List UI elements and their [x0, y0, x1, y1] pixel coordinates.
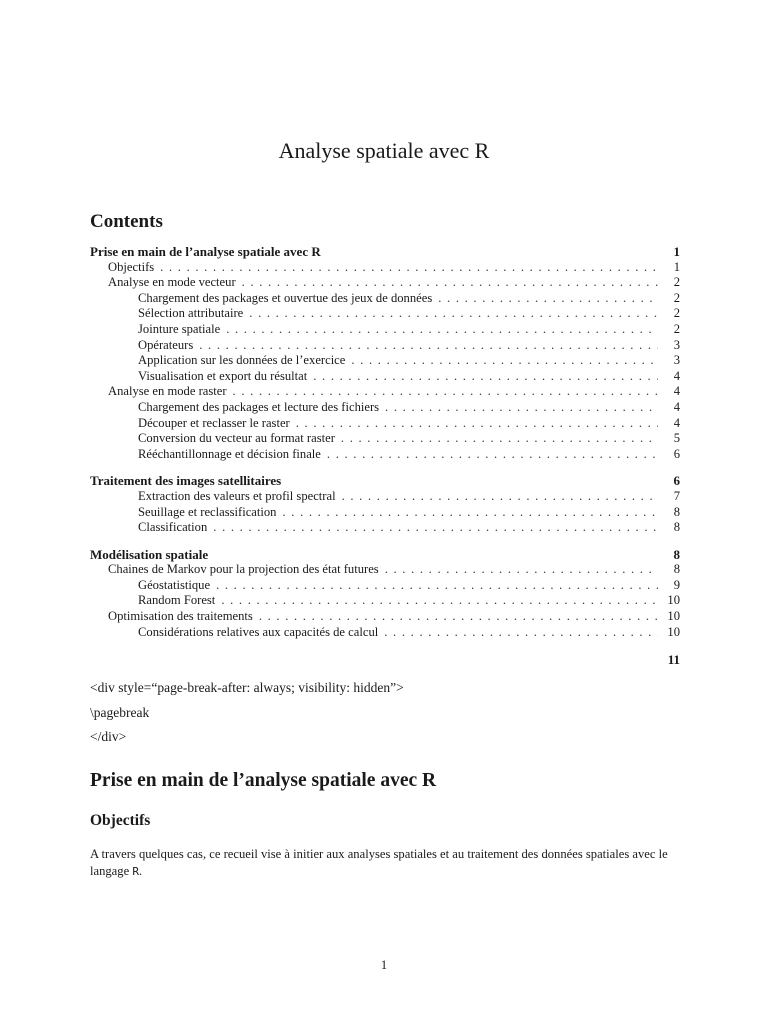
toc-entry-page: 1 [673, 259, 680, 274]
toc-dot-leader [384, 625, 658, 641]
toc-entry[interactable] [90, 275, 680, 291]
page-number: 1 [380, 958, 388, 972]
section-heading: Prise en main de l’analyse spatiale avec R [90, 770, 437, 791]
toc-entry[interactable] [90, 322, 680, 338]
toc-entry-page: 3 [673, 353, 680, 368]
toc-entry[interactable] [90, 547, 680, 563]
raw-html-line-div-open: <div style=“page-break-after: always; visibility: hidden”> [90, 680, 404, 695]
toc-entry-label: Random Forest [138, 593, 216, 608]
toc-dot-leader [221, 593, 658, 609]
toc-entry-page: 8 [673, 504, 680, 519]
toc-entry[interactable] [90, 593, 680, 609]
toc-entry[interactable] [90, 505, 680, 521]
toc-entry-page: 4 [673, 368, 680, 383]
toc-entry[interactable] [90, 609, 680, 625]
toc-entry-label: Analyse en mode raster [108, 384, 227, 399]
toc-dot-leader [199, 338, 658, 354]
toc-entry-label: Chargement des packages et ouvertue des jeux de données [138, 290, 433, 305]
toc-entry-page: 10 [667, 624, 680, 639]
toc-dot-leader [226, 322, 658, 338]
toc-final-page-number[interactable]: 11 [667, 652, 680, 668]
toc-entry-label: Modélisation spatiale [90, 546, 209, 562]
paragraph-text: A travers quelques cas, ce recueil vise à initier aux analyses spatiales et au traitement des données spatiales avec le langage [90, 847, 668, 878]
toc-heading: Contents [90, 211, 163, 232]
toc-entry-page: 10 [667, 609, 680, 624]
toc-entry-page: 5 [673, 431, 680, 446]
toc-entry[interactable] [90, 431, 680, 447]
raw-pagebreak-line: \pagebreak [90, 705, 150, 720]
toc-entry-label: Jointure spatiale [138, 321, 221, 336]
toc-entry[interactable] [90, 384, 680, 400]
toc-dot-leader [385, 562, 658, 578]
toc-entry-label: Application sur les données de l’exercice [138, 353, 346, 368]
toc-entry[interactable] [90, 625, 680, 641]
toc-dot-leader [341, 431, 658, 447]
toc-entry[interactable] [90, 447, 680, 463]
toc-entry-label: Conversion du vecteur au format raster [138, 431, 335, 446]
toc-entry-page: 2 [673, 306, 680, 321]
toc-entry-page: 7 [673, 488, 680, 503]
document-title: Analyse spatiale avec R [278, 138, 490, 163]
toc-entry[interactable] [90, 416, 680, 432]
toc-entry[interactable] [90, 338, 680, 354]
toc-entry-page: 8 [673, 520, 680, 535]
toc-entry-page: 8 [673, 562, 680, 577]
toc-entry-label: Seuillage et reclassification [138, 504, 277, 519]
toc-entry-page: 2 [673, 321, 680, 336]
toc-dot-leader [282, 505, 658, 521]
toc-dot-leader [438, 291, 658, 307]
toc-entry-label: Rééchantillonnage et décision finale [138, 446, 321, 461]
toc-entry-label: Extraction des valeurs et profil spectral [138, 488, 336, 503]
toc-entry-label: Optimisation des traitements [108, 609, 253, 624]
toc-entry-label: Chargement des packages et lecture des fichiers [138, 399, 380, 414]
toc-dot-leader [385, 400, 658, 416]
toc-entry-page: 3 [673, 337, 680, 352]
toc-entry-label: Opérateurs [138, 337, 194, 352]
toc-entry[interactable] [90, 520, 680, 536]
toc-entry-label: Visualisation et export du résultat [138, 368, 308, 383]
toc-dot-leader [327, 447, 658, 463]
toc-entry-label: Classification [138, 520, 208, 535]
toc-entry-page: 10 [667, 593, 680, 608]
toc-entry-label: Prise en main de l’analyse spatiale avec R [90, 244, 321, 259]
toc-entry-page: 6 [673, 473, 680, 489]
subsection-heading: Objectifs [90, 812, 151, 829]
toc-dot-leader [160, 260, 658, 276]
toc-entry[interactable] [90, 306, 680, 322]
toc-entry-label: Géostatistique [138, 577, 211, 592]
toc-entry-page: 2 [673, 290, 680, 305]
toc-entry-page: 9 [673, 577, 680, 592]
toc-dot-leader [249, 306, 658, 322]
toc-dot-leader [342, 489, 658, 505]
toc-entry-label: Traitement des images satellitaires [90, 473, 282, 489]
toc-entry-label: Objectifs [108, 259, 155, 274]
toc-entry[interactable] [90, 260, 680, 276]
toc-entry-page: 2 [673, 275, 680, 290]
toc-entry-page: 4 [673, 415, 680, 430]
toc-entry-label: Sélection attributaire [138, 306, 244, 321]
toc-entry[interactable] [90, 489, 680, 505]
toc-entry-label: Découper et reclasser le raster [138, 415, 290, 430]
raw-html-line-div-close: </div> [90, 729, 127, 744]
toc-entry-label: Chaines de Markov pour la projection des état futures [108, 562, 379, 577]
toc-entry[interactable] [90, 562, 680, 578]
paragraph-end: . [138, 863, 143, 878]
toc-entry-label: Considérations relatives aux capacités de calcul [138, 624, 379, 639]
toc-entry-page: 1 [673, 244, 680, 259]
toc-entry[interactable] [90, 473, 680, 489]
toc-entry-page: 8 [673, 546, 680, 562]
toc-entry[interactable] [90, 400, 680, 416]
inline-code-r: R [132, 864, 139, 878]
toc-entry[interactable] [90, 578, 680, 594]
toc-entry-page: 4 [673, 399, 680, 414]
toc-dot-leader [213, 520, 658, 536]
toc-dot-leader [233, 384, 658, 400]
toc-dot-leader [216, 578, 658, 594]
toc-entry[interactable] [90, 244, 680, 260]
toc-dot-leader [313, 369, 658, 385]
toc-entry-label: Analyse en mode vecteur [108, 275, 236, 290]
toc-dot-leader [296, 416, 658, 432]
toc-dot-leader [259, 609, 658, 625]
toc-entry-page: 4 [673, 384, 680, 399]
toc-entry[interactable] [90, 369, 680, 385]
table-of-contents [90, 244, 680, 668]
toc-dot-leader [242, 275, 658, 291]
intro-paragraph [90, 846, 680, 880]
toc-entry[interactable] [90, 291, 680, 307]
toc-dot-leader [351, 353, 658, 369]
toc-entry-page: 6 [673, 446, 680, 461]
toc-entry[interactable] [90, 353, 680, 369]
